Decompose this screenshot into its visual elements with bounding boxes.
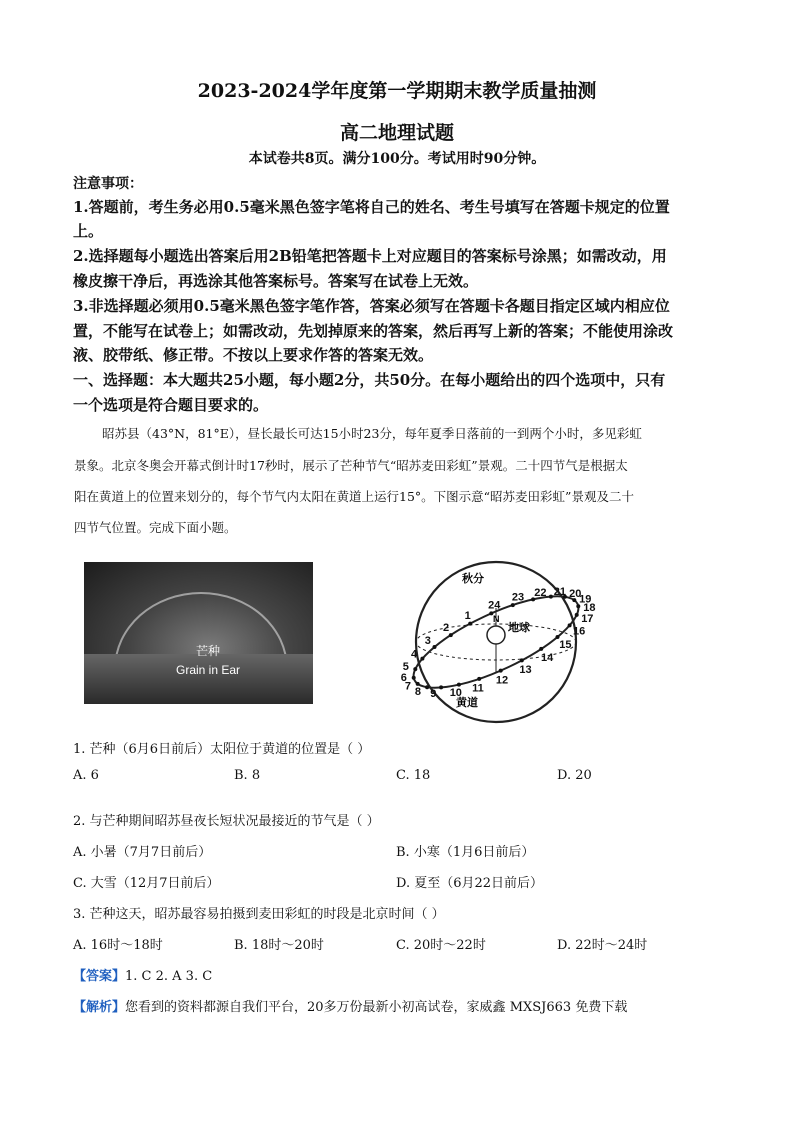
photo-label-en: Grain in Ear [176, 663, 241, 677]
question-3-option-d: D. 22时～24时 [557, 938, 648, 953]
answer-tag: 【答案】 [73, 969, 126, 984]
ecliptic-label: 黄道 [456, 696, 478, 709]
solar-term-dot [499, 669, 503, 673]
solar-term-number: 14 [541, 652, 554, 665]
solar-term-number: 9 [430, 688, 437, 701]
solar-term-number: 20 [569, 588, 582, 600]
answer-text: 1. C 2. A 3. C [125, 969, 213, 984]
solar-term-dot [433, 645, 437, 649]
solar-term-dot [489, 611, 493, 615]
question-3-option-a: A. 16时～18时 [73, 938, 163, 953]
solar-term-dot [549, 595, 553, 599]
solar-term-dot [568, 623, 572, 627]
passage-line: 四节气位置。完成下面小题。 [74, 520, 237, 535]
solar-term-number: 10 [449, 687, 462, 699]
solar-term-dot [413, 667, 417, 671]
passage-line: 昭苏县（43°N，81°E），昼长最长可达15小时23分，每年夏季日落前的一到两个小时，多见彩虹 [102, 426, 642, 441]
solar-term-dot [468, 622, 472, 626]
passage-line: 景象。北京冬奥会开幕式倒计时17秒时，展示了芒种节气“昭苏麦田彩虹”景观。二十四节气是根据太 [74, 458, 628, 473]
notice-line: 1.答题前，考生务必用0.5毫米黑色签字笔将自己的姓名、考生号填写在答题卡规定的位置 [73, 198, 670, 216]
exam-title: 2023-2024学年度第一学期期末教学质量抽测 [197, 80, 597, 102]
question-3-stem: 3. 芒种这天，昭苏最容易拍摄到麦田彩虹的时段是北京时间（ ） [73, 907, 445, 922]
solar-term-number: 13 [519, 664, 532, 677]
passage-line: 阳在黄道上的位置来划分的，每个节气内太阳在黄道上运行15°。下图示意“昭苏麦田彩虹”景观及二十 [74, 489, 634, 504]
solar-term-dot [425, 685, 429, 689]
autumn-equinox-label: 秋分 [462, 572, 484, 585]
earth-symbol [487, 626, 505, 644]
wheat-field [84, 654, 313, 704]
solar-term-dot [575, 613, 579, 617]
north-label: N [493, 614, 500, 624]
rainbow-field-photo [84, 562, 313, 704]
solar-term-number: 16 [573, 625, 586, 638]
question-1-option-a: A. 6 [73, 768, 99, 783]
solar-term-number: 22 [534, 587, 547, 599]
solar-term-number: 6 [400, 671, 407, 684]
exam-info: 本试卷共8页。满分100分。考试用时90分钟。 [248, 151, 546, 167]
solar-term-number: 21 [553, 585, 567, 598]
solar-term-dot [539, 647, 543, 651]
solar-term-number: 2 [443, 621, 450, 634]
solar-term-dot [412, 676, 416, 680]
solar-term-number: 4 [411, 648, 418, 661]
question-3-option-c: C. 20时～22时 [396, 938, 486, 953]
analysis-line [73, 996, 627, 1015]
solar-term-number: 3 [424, 635, 431, 648]
notice-line: 3.非选择题必须用0.5毫米黑色签字笔作答，答案必须写在答题卡各题目指定区域内相应位 [73, 297, 670, 315]
solar-term-number: 19 [579, 593, 592, 606]
question-3-option-b: B. 18时～20时 [234, 938, 324, 953]
notice-line: 橡皮擦干净后，再选涂其他答案标号。答案写在试卷上无效。 [73, 272, 479, 290]
notice-heading: 注意事项： [73, 176, 143, 192]
solar-term-dot [439, 685, 443, 689]
solar-term-number: 11 [472, 682, 484, 695]
solar-term-number: 17 [581, 613, 594, 625]
solar-term-number: 23 [511, 591, 525, 604]
section-heading: 一、选择题：本大题共25小题，每小题2分，共50分。在每小题给出的四个选项中，只有 [73, 371, 666, 389]
question-1-option-d: D. 20 [557, 768, 592, 783]
analysis-tag: 【解析】 [73, 1000, 126, 1015]
ecliptic-diagram [396, 560, 596, 725]
notice-line: 液、胶带纸、修正带。不按以上要求作答的答案无效。 [73, 346, 434, 364]
solar-term-number: 24 [488, 599, 501, 612]
solar-term-number: 12 [495, 674, 509, 687]
notice-line: 置，不能写在试卷上；如需改动，先划掉原来的答案，然后再写上新的答案；不能使用涂改 [73, 322, 674, 340]
question-2-option-c: C. 大雪（12月7日前后） [73, 876, 220, 891]
question-2-option-b: B. 小寒（1月6日前后） [396, 845, 535, 860]
solar-term-number: 18 [583, 602, 596, 615]
solar-term-number: 8 [414, 686, 422, 698]
exam-subtitle: 高二地理试题 [339, 122, 454, 144]
section-heading-cont: 一个选项是符合题目要求的。 [73, 396, 269, 414]
solar-term-number: 5 [402, 661, 409, 673]
solar-term-number: 15 [559, 638, 572, 651]
notice-line: 上。 [73, 222, 104, 240]
solar-term-dot [520, 658, 524, 662]
solar-term-number: 7 [404, 680, 412, 693]
solar-term-dot [457, 683, 461, 687]
solar-term-number: 1 [464, 609, 471, 622]
question-2-option-a: A. 小暑（7月7日前后） [73, 845, 212, 860]
answer-line [73, 965, 212, 984]
question-1-option-b: B. 8 [234, 768, 261, 783]
question-1-option-c: C. 18 [396, 768, 431, 783]
solar-term-dot [477, 677, 481, 681]
question-2-stem: 2. 与芒种期间昭苏昼夜长短状况最接近的节气是（ ） [73, 814, 380, 829]
notice-line: 2.选择题每小题选出答案后用2B铅笔把答题卡上对应题目的答案标号涂黑；如需改动，用 [73, 247, 667, 265]
solar-term-dot [420, 657, 424, 661]
solar-term-dot [449, 633, 453, 637]
question-1-stem: 1. 芒种（6月6日前后）太阳位于黄道的位置是（ ） [73, 742, 371, 757]
question-2-option-d: D. 夏至（6月22日前后） [396, 876, 544, 891]
photo-label-cn: 芒种 [196, 644, 221, 658]
earth-label: 地球 [508, 621, 530, 634]
analysis-text: 您看到的资料都源自我们平台，20多万份最新小初高试卷，家威鑫 MXSJ663 免费下载 [125, 1000, 628, 1015]
